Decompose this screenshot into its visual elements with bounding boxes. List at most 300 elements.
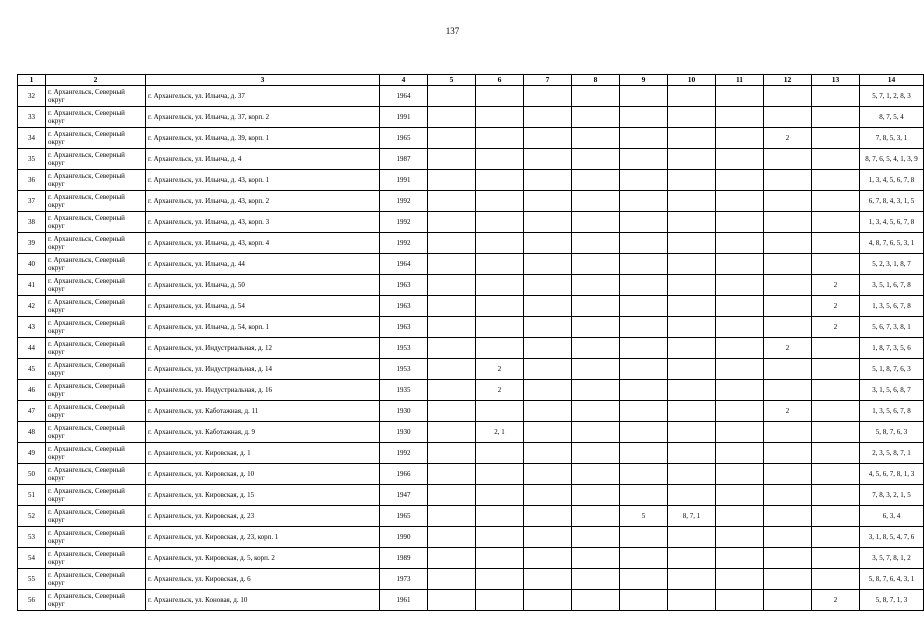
col11-cell xyxy=(716,527,764,548)
col11-cell xyxy=(716,191,764,212)
table-row xyxy=(18,317,924,338)
col7-cell xyxy=(524,149,572,170)
col12-cell xyxy=(764,359,812,380)
year-cell: 1989 xyxy=(380,548,428,569)
col9-cell xyxy=(620,485,668,506)
col10-cell: 8, 7, 1 xyxy=(668,506,716,527)
col11-cell xyxy=(716,485,764,506)
col6-cell xyxy=(476,254,524,275)
col6-cell xyxy=(476,107,524,128)
col5-cell xyxy=(428,485,476,506)
col13-cell xyxy=(812,464,860,485)
district-cell: г. Архангельск, Северный округ xyxy=(46,338,146,359)
district-cell: г. Архангельск, Северный округ xyxy=(46,233,146,254)
col10-cell xyxy=(668,464,716,485)
column-header: 10 xyxy=(668,75,716,86)
col9-cell xyxy=(620,128,668,149)
col9-cell xyxy=(620,380,668,401)
col13-cell xyxy=(812,527,860,548)
col5-cell xyxy=(428,569,476,590)
col6-cell xyxy=(476,212,524,233)
col11-cell xyxy=(716,296,764,317)
col5-cell xyxy=(428,506,476,527)
col10-cell xyxy=(668,422,716,443)
district-cell: г. Архангельск, Северный округ xyxy=(46,380,146,401)
row-number-cell: 44 xyxy=(18,338,46,359)
col8-cell xyxy=(572,590,620,611)
col12-cell xyxy=(764,485,812,506)
col7-cell xyxy=(524,422,572,443)
col9-cell xyxy=(620,254,668,275)
district-cell: г. Архангельск, Северный округ xyxy=(46,212,146,233)
col6-cell: 2, 1 xyxy=(476,422,524,443)
district-cell: г. Архангельск, Северный округ xyxy=(46,191,146,212)
col11-cell xyxy=(716,107,764,128)
col10-cell xyxy=(668,233,716,254)
col10-cell xyxy=(668,338,716,359)
row-number-cell: 54 xyxy=(18,548,46,569)
col5-cell xyxy=(428,317,476,338)
table-row xyxy=(18,506,924,527)
col13-cell: 2 xyxy=(812,317,860,338)
table-row xyxy=(18,464,924,485)
col12-cell: 2 xyxy=(764,401,812,422)
col8-cell xyxy=(572,149,620,170)
year-cell: 1964 xyxy=(380,86,428,107)
col11-cell xyxy=(716,464,764,485)
address-cell: г. Архангельск, ул. Ильича, д. 43, корп. 4 xyxy=(146,233,380,254)
district-cell: г. Архангельск, Северный округ xyxy=(46,569,146,590)
col6-cell xyxy=(476,506,524,527)
col6-cell xyxy=(476,191,524,212)
col8-cell xyxy=(572,359,620,380)
row-number-cell: 35 xyxy=(18,149,46,170)
col5-cell xyxy=(428,275,476,296)
col10-cell xyxy=(668,380,716,401)
col14-cell: 5, 8, 7, 6, 3 xyxy=(860,422,924,443)
col13-cell xyxy=(812,254,860,275)
col6-cell xyxy=(476,569,524,590)
col10-cell xyxy=(668,296,716,317)
col5-cell xyxy=(428,191,476,212)
table-row xyxy=(18,485,924,506)
col11-cell xyxy=(716,548,764,569)
district-cell: г. Архангельск, Северный округ xyxy=(46,275,146,296)
col5-cell xyxy=(428,527,476,548)
col12-cell xyxy=(764,548,812,569)
table-row xyxy=(18,233,924,254)
col7-cell xyxy=(524,107,572,128)
address-cell: г. Архангельск, ул. Кировская, д. 23 xyxy=(146,506,380,527)
col6-cell xyxy=(476,275,524,296)
col11-cell xyxy=(716,275,764,296)
address-cell: г. Архангельск, ул. Ильича, д. 37 xyxy=(146,86,380,107)
col6-cell xyxy=(476,86,524,107)
column-header: 2 xyxy=(46,75,146,86)
header-row xyxy=(18,75,924,86)
year-cell: 1930 xyxy=(380,422,428,443)
col14-cell: 5, 6, 7, 3, 8, 1 xyxy=(860,317,924,338)
address-cell: г. Архангельск, ул. Кировская, д. 1 xyxy=(146,443,380,464)
table-row xyxy=(18,275,924,296)
address-cell: г. Архангельск, ул. Каботажная, д. 11 xyxy=(146,401,380,422)
col12-cell xyxy=(764,422,812,443)
year-cell: 1990 xyxy=(380,527,428,548)
col8-cell xyxy=(572,107,620,128)
col12-cell xyxy=(764,107,812,128)
year-cell: 1947 xyxy=(380,485,428,506)
row-number-cell: 51 xyxy=(18,485,46,506)
district-cell: г. Архангельск, Северный округ xyxy=(46,170,146,191)
col6-cell xyxy=(476,233,524,254)
table-row xyxy=(18,128,924,149)
col7-cell xyxy=(524,506,572,527)
year-cell: 1966 xyxy=(380,464,428,485)
row-number-cell: 33 xyxy=(18,107,46,128)
col9-cell xyxy=(620,464,668,485)
col14-cell: 4, 5, 6, 7, 8, 1, 3 xyxy=(860,464,924,485)
row-number-cell: 52 xyxy=(18,506,46,527)
col9-cell xyxy=(620,422,668,443)
col13-cell xyxy=(812,128,860,149)
row-number-cell: 39 xyxy=(18,233,46,254)
col5-cell xyxy=(428,422,476,443)
col12-cell: 2 xyxy=(764,338,812,359)
row-number-cell: 55 xyxy=(18,569,46,590)
address-cell: г. Архангельск, ул. Ильича, д. 44 xyxy=(146,254,380,275)
column-header: 14 xyxy=(860,75,924,86)
address-cell: г. Архангельск, ул. Индустриальная, д. 16 xyxy=(146,380,380,401)
year-cell: 1991 xyxy=(380,107,428,128)
year-cell: 1963 xyxy=(380,275,428,296)
col6-cell xyxy=(476,128,524,149)
col14-cell: 3, 1, 8, 5, 4, 7, 6 xyxy=(860,527,924,548)
col13-cell xyxy=(812,359,860,380)
col13-cell xyxy=(812,569,860,590)
row-number-cell: 47 xyxy=(18,401,46,422)
col8-cell xyxy=(572,317,620,338)
table-row xyxy=(18,359,924,380)
district-cell: г. Архангельск, Северный округ xyxy=(46,506,146,527)
col11-cell xyxy=(716,359,764,380)
address-cell: г. Архангельск, ул. Ильича, д. 54, корп. 1 xyxy=(146,317,380,338)
col7-cell xyxy=(524,128,572,149)
column-header: 6 xyxy=(476,75,524,86)
table-row xyxy=(18,401,924,422)
col13-cell xyxy=(812,212,860,233)
col12-cell xyxy=(764,380,812,401)
col8-cell xyxy=(572,443,620,464)
col11-cell xyxy=(716,443,764,464)
district-cell: г. Архангельск, Северный округ xyxy=(46,590,146,611)
col11-cell xyxy=(716,317,764,338)
col5-cell xyxy=(428,233,476,254)
column-header: 13 xyxy=(812,75,860,86)
row-number-cell: 41 xyxy=(18,275,46,296)
col14-cell: 2, 3, 5, 8, 7, 1 xyxy=(860,443,924,464)
col8-cell xyxy=(572,128,620,149)
col5-cell xyxy=(428,254,476,275)
col8-cell xyxy=(572,464,620,485)
col14-cell: 6, 7, 8, 4, 3, 1, 5 xyxy=(860,191,924,212)
col9-cell xyxy=(620,212,668,233)
col5-cell xyxy=(428,380,476,401)
year-cell: 1965 xyxy=(380,128,428,149)
col6-cell xyxy=(476,527,524,548)
column-header: 8 xyxy=(572,75,620,86)
col6-cell xyxy=(476,464,524,485)
col10-cell xyxy=(668,275,716,296)
col6-cell xyxy=(476,317,524,338)
col7-cell xyxy=(524,212,572,233)
col12-cell xyxy=(764,317,812,338)
address-cell: г. Архангельск, ул. Каботажная, д. 9 xyxy=(146,422,380,443)
col6-cell: 2 xyxy=(476,380,524,401)
col10-cell xyxy=(668,149,716,170)
col13-cell: 2 xyxy=(812,275,860,296)
col7-cell xyxy=(524,170,572,191)
col13-cell xyxy=(812,191,860,212)
col14-cell: 5, 1, 8, 7, 6, 3 xyxy=(860,359,924,380)
table-row xyxy=(18,590,924,611)
address-cell: г. Архангельск, ул. Ильича, д. 39, корп. 1 xyxy=(146,128,380,149)
col8-cell xyxy=(572,506,620,527)
col14-cell: 7, 8, 3, 2, 1, 5 xyxy=(860,485,924,506)
col11-cell xyxy=(716,233,764,254)
col10-cell xyxy=(668,107,716,128)
year-cell: 1992 xyxy=(380,191,428,212)
col8-cell xyxy=(572,527,620,548)
col10-cell xyxy=(668,170,716,191)
col12-cell xyxy=(764,233,812,254)
row-number-cell: 43 xyxy=(18,317,46,338)
col13-cell xyxy=(812,443,860,464)
col11-cell xyxy=(716,422,764,443)
col7-cell xyxy=(524,485,572,506)
col8-cell xyxy=(572,422,620,443)
address-cell: г. Архангельск, ул. Коновая, д. 10 xyxy=(146,590,380,611)
table-row xyxy=(18,149,924,170)
district-cell: г. Архангельск, Северный округ xyxy=(46,485,146,506)
col6-cell xyxy=(476,590,524,611)
col7-cell xyxy=(524,380,572,401)
col6-cell xyxy=(476,149,524,170)
col9-cell xyxy=(620,359,668,380)
row-number-cell: 50 xyxy=(18,464,46,485)
col13-cell xyxy=(812,233,860,254)
col13-cell xyxy=(812,149,860,170)
col8-cell xyxy=(572,170,620,191)
year-cell: 1973 xyxy=(380,569,428,590)
column-header: 3 xyxy=(146,75,380,86)
col13-cell xyxy=(812,401,860,422)
col8-cell xyxy=(572,401,620,422)
address-cell: г. Архангельск, ул. Ильича, д. 4 xyxy=(146,149,380,170)
col11-cell xyxy=(716,128,764,149)
col7-cell xyxy=(524,338,572,359)
district-cell: г. Архангельск, Северный округ xyxy=(46,296,146,317)
year-cell: 1991 xyxy=(380,170,428,191)
table-row xyxy=(18,107,924,128)
year-cell: 1992 xyxy=(380,233,428,254)
col6-cell: 2 xyxy=(476,359,524,380)
col7-cell xyxy=(524,317,572,338)
col5-cell xyxy=(428,359,476,380)
col13-cell xyxy=(812,380,860,401)
year-cell: 1953 xyxy=(380,338,428,359)
col7-cell xyxy=(524,590,572,611)
row-number-cell: 56 xyxy=(18,590,46,611)
col11-cell xyxy=(716,338,764,359)
col10-cell xyxy=(668,254,716,275)
col6-cell xyxy=(476,296,524,317)
col5-cell xyxy=(428,170,476,191)
district-cell: г. Архангельск, Северный округ xyxy=(46,128,146,149)
col12-cell xyxy=(764,275,812,296)
district-cell: г. Архангельск, Северный округ xyxy=(46,107,146,128)
col8-cell xyxy=(572,86,620,107)
row-number-cell: 38 xyxy=(18,212,46,233)
year-cell: 1963 xyxy=(380,317,428,338)
table-row xyxy=(18,296,924,317)
district-cell: г. Архангельск, Северный округ xyxy=(46,548,146,569)
col13-cell xyxy=(812,506,860,527)
column-header: 9 xyxy=(620,75,668,86)
address-cell: г. Архангельск, ул. Кировская, д. 10 xyxy=(146,464,380,485)
district-cell: г. Архангельск, Северный округ xyxy=(46,422,146,443)
col9-cell xyxy=(620,338,668,359)
col7-cell xyxy=(524,233,572,254)
col12-cell xyxy=(764,464,812,485)
year-cell: 1992 xyxy=(380,212,428,233)
col5-cell xyxy=(428,548,476,569)
table-row xyxy=(18,380,924,401)
col9-cell xyxy=(620,443,668,464)
table-row xyxy=(18,443,924,464)
col14-cell: 5, 2, 3, 1, 8, 7 xyxy=(860,254,924,275)
row-number-cell: 53 xyxy=(18,527,46,548)
col11-cell xyxy=(716,380,764,401)
col8-cell xyxy=(572,296,620,317)
col8-cell xyxy=(572,233,620,254)
col7-cell xyxy=(524,275,572,296)
year-cell: 1961 xyxy=(380,590,428,611)
col13-cell xyxy=(812,107,860,128)
col12-cell xyxy=(764,170,812,191)
district-cell: г. Архангельск, Северный округ xyxy=(46,401,146,422)
col11-cell xyxy=(716,86,764,107)
col14-cell: 1, 3, 5, 6, 7, 8 xyxy=(860,296,924,317)
col10-cell xyxy=(668,128,716,149)
col13-cell: 2 xyxy=(812,590,860,611)
page-number: 137 xyxy=(445,26,460,36)
col14-cell: 1, 8, 7, 3, 5, 6 xyxy=(860,338,924,359)
address-cell: г. Архангельск, ул. Кировская, д. 15 xyxy=(146,485,380,506)
address-cell: г. Архангельск, ул. Ильича, д. 37, корп. 2 xyxy=(146,107,380,128)
col10-cell xyxy=(668,86,716,107)
address-cell: г. Архангельск, ул. Ильича, д. 43, корп. 1 xyxy=(146,170,380,191)
col14-cell: 1, 3, 5, 6, 7, 8 xyxy=(860,401,924,422)
col7-cell xyxy=(524,569,572,590)
col14-cell: 3, 1, 5, 6, 8, 7 xyxy=(860,380,924,401)
col8-cell xyxy=(572,212,620,233)
address-cell: г. Архангельск, ул. Кировская, д. 6 xyxy=(146,569,380,590)
col9-cell xyxy=(620,317,668,338)
district-cell: г. Архангельск, Северный округ xyxy=(46,149,146,170)
table-body xyxy=(18,86,924,611)
table-row xyxy=(18,527,924,548)
col8-cell xyxy=(572,569,620,590)
col10-cell xyxy=(668,443,716,464)
address-cell: г. Архангельск, ул. Ильича, д. 50 xyxy=(146,275,380,296)
district-cell: г. Архангельск, Северный округ xyxy=(46,86,146,107)
col9-cell xyxy=(620,527,668,548)
address-cell: г. Архангельск, ул. Ильича, д. 43, корп. 2 xyxy=(146,191,380,212)
column-header: 1 xyxy=(18,75,46,86)
year-cell: 1987 xyxy=(380,149,428,170)
col5-cell xyxy=(428,443,476,464)
col13-cell xyxy=(812,422,860,443)
col12-cell xyxy=(764,527,812,548)
col5-cell xyxy=(428,107,476,128)
district-cell: г. Архангельск, Северный округ xyxy=(46,359,146,380)
district-cell: г. Архангельск, Северный округ xyxy=(46,527,146,548)
col9-cell xyxy=(620,275,668,296)
col10-cell xyxy=(668,569,716,590)
col10-cell xyxy=(668,527,716,548)
col13-cell xyxy=(812,338,860,359)
col12-cell xyxy=(764,590,812,611)
col7-cell xyxy=(524,191,572,212)
col7-cell xyxy=(524,548,572,569)
col8-cell xyxy=(572,548,620,569)
row-number-cell: 45 xyxy=(18,359,46,380)
col12-cell xyxy=(764,191,812,212)
col10-cell xyxy=(668,191,716,212)
col9-cell xyxy=(620,107,668,128)
col9-cell xyxy=(620,569,668,590)
year-cell: 1992 xyxy=(380,443,428,464)
col11-cell xyxy=(716,590,764,611)
column-header: 5 xyxy=(428,75,476,86)
col14-cell: 5, 8, 7, 6, 4, 3, 1 xyxy=(860,569,924,590)
district-cell: г. Архангельск, Северный округ xyxy=(46,317,146,338)
col13-cell xyxy=(812,548,860,569)
col14-cell: 7, 8, 5, 3, 1 xyxy=(860,128,924,149)
col14-cell: 1, 3, 4, 5, 6, 7, 8 xyxy=(860,212,924,233)
col12-cell xyxy=(764,296,812,317)
col14-cell: 3, 5, 7, 8, 1, 2 xyxy=(860,548,924,569)
year-cell: 1963 xyxy=(380,296,428,317)
table-row xyxy=(18,422,924,443)
col9-cell xyxy=(620,149,668,170)
col9-cell xyxy=(620,401,668,422)
col7-cell xyxy=(524,527,572,548)
row-number-cell: 34 xyxy=(18,128,46,149)
row-number-cell: 36 xyxy=(18,170,46,191)
col5-cell xyxy=(428,128,476,149)
col10-cell xyxy=(668,485,716,506)
col9-cell xyxy=(620,86,668,107)
col7-cell xyxy=(524,359,572,380)
col14-cell: 3, 5, 1, 6, 7, 8 xyxy=(860,275,924,296)
col11-cell xyxy=(716,149,764,170)
column-header: 11 xyxy=(716,75,764,86)
row-number-cell: 32 xyxy=(18,86,46,107)
address-cell: г. Архангельск, ул. Ильича, д. 54 xyxy=(146,296,380,317)
table-row xyxy=(18,338,924,359)
col6-cell xyxy=(476,401,524,422)
